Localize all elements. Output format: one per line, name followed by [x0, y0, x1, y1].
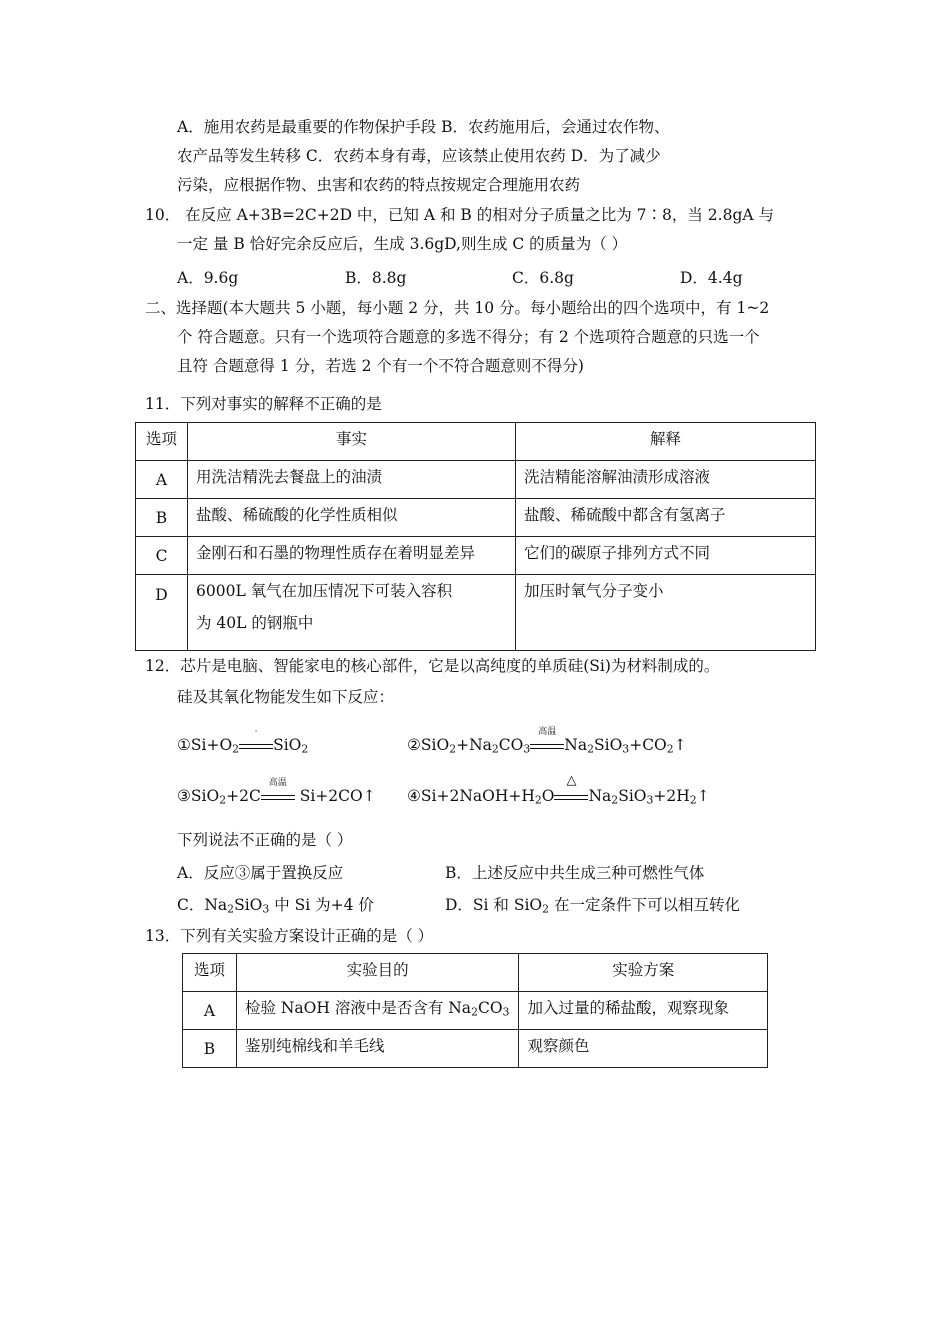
- q13-row-b-aim: 鉴别纯棉线和羊毛线: [236, 1030, 519, 1068]
- q13-header-plan: 实验方案: [519, 954, 768, 992]
- section2-heading-3: 且符 合题意得 1 分，若选 2 个有一个不符合题意则不得分): [177, 357, 584, 375]
- q12-option-d: D．Si 和 SiO$_2$ 在一定条件下可以相互转化: [445, 896, 740, 916]
- q11-row-c-explanation: 它们的碳原子排列方式不同: [516, 537, 816, 575]
- q13-row-b-option: B: [183, 1030, 237, 1068]
- q12-option-c: C．$Na_2SiO_3$ 中 Si 为+4 价: [177, 896, 374, 916]
- section2-heading-1: 二、选择题(本大题共 5 小题，每小题 2 分，共 10 分。每小题给出的四个选项中，有 1~2: [145, 299, 770, 317]
- q11-table: [135, 422, 816, 651]
- q13-header-aim: 实验目的: [236, 954, 519, 992]
- q11-row-a-fact: 用洗洁精洗去餐盘上的油渍: [188, 461, 516, 499]
- q12-question: 下列说法不正确的是（ ）: [177, 831, 353, 849]
- q13-row-a-option: A: [183, 992, 237, 1030]
- q11-row-c-fact: 金刚石和石墨的物理性质存在着明显差异: [188, 537, 516, 575]
- q11-row-b-option: B: [136, 499, 188, 537]
- condition-label: ·: [254, 727, 258, 737]
- q12-option-a: A．反应③属于置换反应: [177, 864, 344, 882]
- q10-option-c: C．6.8g: [512, 269, 574, 287]
- q11-header-explanation: 解释: [516, 423, 816, 461]
- q11-stem: 11．下列对事实的解释不正确的是: [145, 395, 382, 413]
- q11-row-d-option: D: [136, 575, 188, 651]
- condition-label: △: [566, 773, 577, 788]
- equals-sign-icon: [554, 773, 588, 802]
- q11-row-b-fact: 盐酸、稀硫酸的化学性质相似: [188, 499, 516, 537]
- q11-row-d-fact-line2: 为 40L 的钢瓶中: [196, 614, 314, 632]
- q12-stem-1: 12．芯片是电脑、智能家电的核心部件，它是以高纯度的单质硅(Si)为材料制成的。: [145, 657, 720, 675]
- q13-header-option: 选项: [183, 954, 237, 992]
- q11-header-option: 选项: [136, 423, 188, 461]
- q12-option-c-prefix: C．Na: [177, 896, 228, 914]
- equals-sign-icon: [530, 727, 564, 751]
- q11-header-fact: 事实: [188, 423, 516, 461]
- section2-heading-2: 个 符合题意。只有一个选项符合题意的多选不得分；有 2 个选项符合题意的只选一个: [177, 328, 760, 346]
- q12-option-d-suffix: 在一定条件下可以相互转化: [553, 896, 740, 914]
- q13-row-a-plan: 加入过量的稀盐酸，观察现象: [519, 992, 768, 1030]
- condition-label: 高温: [538, 727, 557, 737]
- q13-stem: 13．下列有关实验方案设计正确的是（ ）: [145, 927, 434, 945]
- prev-line-2: 农产品等发生转移 C．农药本身有毒，应该禁止使用农药 D．为了减少: [177, 147, 661, 165]
- q13-table: [182, 953, 768, 1068]
- q13-row-a-aim-text: 检验 NaOH 溶液中是否含有 Na: [244, 999, 472, 1017]
- q10-stem-2: 一定 量 B 恰好完余反应后，生成 3.6gD,则生成 C 的质量为（ ）: [177, 235, 628, 253]
- q11-row-b-explanation: 盐酸、稀硫酸中都含有氢离子: [516, 499, 816, 537]
- prev-line-3: 污染，应根据作物、虫害和农药的特点按规定合理施用农药: [177, 176, 581, 194]
- q12-equation-4: $④Si+2NaOH+H_2O$ △ $Na_2SiO_3+2H_2↑$: [407, 773, 710, 807]
- q10-option-a: A．9.6g: [177, 269, 239, 287]
- q11-row-a-explanation: 洗洁精能溶解油渍形成溶液: [516, 461, 816, 499]
- q10-option-d: D．4.4g: [680, 269, 743, 287]
- q11-row-a-option: A: [136, 461, 188, 499]
- q13-row-b-plan: 观察颜色: [519, 1030, 768, 1068]
- prev-line-1: A．施用农药是最重要的作物保护手段 B．农药施用后，会通过农作物、: [177, 118, 670, 136]
- q11-row-d-explanation: 加压时氧气分子变小: [516, 575, 816, 651]
- q12-option-c-suffix: 中 Si 为+4 价: [274, 896, 374, 914]
- condition-label: 高温: [268, 778, 287, 788]
- q12-stem-2: 硅及其氧化物能发生如下反应：: [177, 688, 395, 706]
- q10-stem-1: 10． 在反应 A+3B=2C+2D 中，已知 A 和 B 的相对分子质量之比为 7∶8，当 2.8gA 与: [145, 206, 774, 224]
- q11-row-d-fact: [188, 575, 516, 651]
- q13-row-a-aim: 检验 NaOH 溶液中是否含有 $Na_2CO_3$: [236, 992, 519, 1030]
- q12-equation-3: ③SiO$_2$+2C 高温 Si+2CO↑: [177, 778, 376, 807]
- equals-sign-icon: [261, 778, 295, 802]
- q12-equation-1: $①Si+O_2$ · SiO$_2$: [177, 727, 309, 756]
- equals-sign-icon: [239, 727, 273, 751]
- q11-row-d-fact-line1: 6000L 氧气在加压情况下可装入容积: [196, 582, 453, 600]
- q10-option-b: B．8.8g: [345, 269, 407, 287]
- q12-equation-2: $②SiO_2+Na_2CO_3$ 高温 $Na_2SiO_3+CO_2↑$: [407, 727, 687, 756]
- q11-row-c-option: C: [136, 537, 188, 575]
- q12-option-d-prefix: D．Si 和 SiO: [445, 896, 543, 914]
- q12-option-b: B．上述反应中共生成三种可燃性气体: [445, 864, 705, 882]
